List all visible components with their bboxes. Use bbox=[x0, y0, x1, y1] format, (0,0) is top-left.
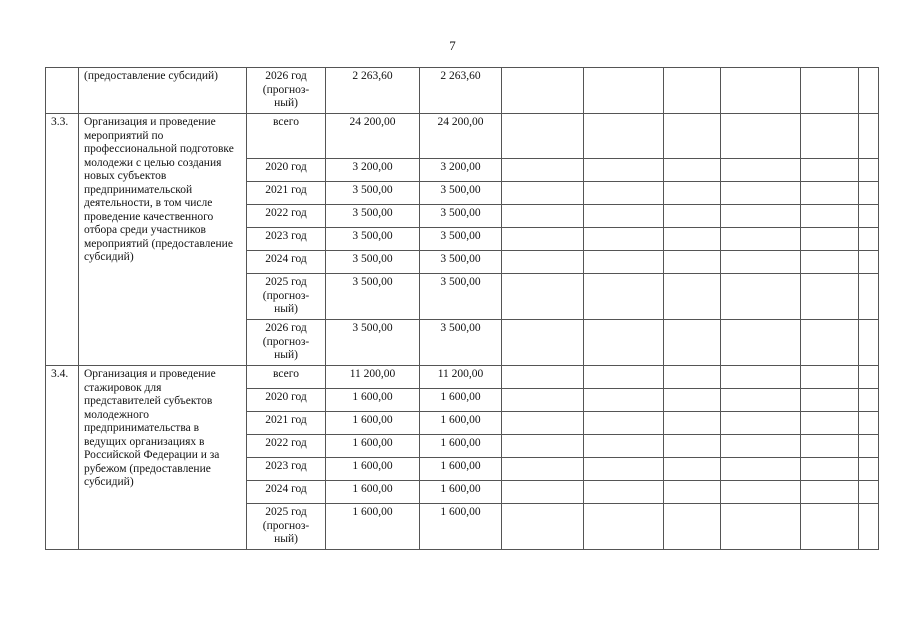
empty-cell bbox=[664, 320, 721, 366]
empty-cell bbox=[584, 481, 664, 504]
empty-cell bbox=[859, 68, 879, 114]
empty-cell bbox=[584, 274, 664, 320]
empty-cell bbox=[721, 412, 801, 435]
empty-cell bbox=[502, 435, 584, 458]
empty-cell bbox=[502, 458, 584, 481]
period-cell: 2022 год bbox=[247, 435, 326, 458]
empty-cell bbox=[859, 251, 879, 274]
empty-cell bbox=[664, 504, 721, 550]
empty-cell bbox=[721, 389, 801, 412]
empty-cell bbox=[584, 205, 664, 228]
empty-cell bbox=[859, 504, 879, 550]
amount-source-cell: 1 600,00 bbox=[420, 412, 502, 435]
empty-cell bbox=[502, 68, 584, 114]
empty-cell bbox=[664, 159, 721, 182]
amount-source-cell: 3 500,00 bbox=[420, 251, 502, 274]
empty-cell bbox=[584, 504, 664, 550]
empty-cell bbox=[721, 251, 801, 274]
empty-cell bbox=[502, 389, 584, 412]
empty-cell bbox=[859, 228, 879, 251]
amount-source-cell: 2 263,60 bbox=[420, 68, 502, 114]
period-cell: 2020 год bbox=[247, 159, 326, 182]
amount-source-cell: 1 600,00 bbox=[420, 389, 502, 412]
amount-total-cell: 3 500,00 bbox=[326, 274, 420, 320]
period-cell: 2021 год bbox=[247, 182, 326, 205]
empty-cell bbox=[664, 435, 721, 458]
period-cell: 2024 год bbox=[247, 251, 326, 274]
amount-total-cell: 11 200,00 bbox=[326, 366, 420, 389]
empty-cell bbox=[801, 182, 859, 205]
empty-cell bbox=[721, 481, 801, 504]
amount-source-cell: 1 600,00 bbox=[420, 504, 502, 550]
empty-cell bbox=[859, 320, 879, 366]
item-name: Организация и проведение стажировок для представителей субъектов молодежного предпринимательства в ведущих организациях в Российской Федерации и за рубежом (предоставление субсидий) bbox=[79, 366, 247, 550]
empty-cell bbox=[721, 274, 801, 320]
amount-total-cell: 3 500,00 bbox=[326, 228, 420, 251]
empty-cell bbox=[664, 412, 721, 435]
empty-cell bbox=[502, 228, 584, 251]
empty-cell bbox=[801, 366, 859, 389]
period-cell: 2026 год (прогноз-ный) bbox=[247, 320, 326, 366]
period-cell: 2023 год bbox=[247, 458, 326, 481]
empty-cell bbox=[801, 68, 859, 114]
amount-source-cell: 3 200,00 bbox=[420, 159, 502, 182]
empty-cell bbox=[584, 182, 664, 205]
empty-cell bbox=[801, 435, 859, 458]
period-cell: 2025 год (прогноз-ный) bbox=[247, 274, 326, 320]
empty-cell bbox=[502, 481, 584, 504]
amount-total-cell: 1 600,00 bbox=[326, 458, 420, 481]
item-name: (предоставление субсидий) bbox=[79, 68, 247, 114]
amount-total-cell: 3 500,00 bbox=[326, 182, 420, 205]
empty-cell bbox=[502, 205, 584, 228]
amount-total-cell: 3 500,00 bbox=[326, 251, 420, 274]
empty-cell bbox=[584, 389, 664, 412]
period-cell: 2025 год (прогноз-ный) bbox=[247, 504, 326, 550]
empty-cell bbox=[721, 228, 801, 251]
empty-cell bbox=[664, 205, 721, 228]
empty-cell bbox=[859, 114, 879, 159]
empty-cell bbox=[801, 228, 859, 251]
empty-cell bbox=[859, 274, 879, 320]
empty-cell bbox=[801, 205, 859, 228]
empty-cell bbox=[584, 228, 664, 251]
period-cell: 2022 год bbox=[247, 205, 326, 228]
amount-source-cell: 3 500,00 bbox=[420, 320, 502, 366]
table-row bbox=[46, 68, 879, 114]
amount-total-cell: 3 500,00 bbox=[326, 320, 420, 366]
budget-table bbox=[45, 67, 879, 550]
period-cell: 2020 год bbox=[247, 389, 326, 412]
empty-cell bbox=[664, 389, 721, 412]
empty-cell bbox=[801, 458, 859, 481]
amount-source-cell: 1 600,00 bbox=[420, 435, 502, 458]
empty-cell bbox=[721, 458, 801, 481]
table-row bbox=[46, 114, 879, 159]
empty-cell bbox=[859, 412, 879, 435]
empty-cell bbox=[502, 274, 584, 320]
amount-total-cell: 3 200,00 bbox=[326, 159, 420, 182]
empty-cell bbox=[721, 182, 801, 205]
period-cell: 2026 год (прогноз-ный) bbox=[247, 68, 326, 114]
empty-cell bbox=[859, 435, 879, 458]
empty-cell bbox=[502, 366, 584, 389]
empty-cell bbox=[859, 182, 879, 205]
empty-cell bbox=[664, 68, 721, 114]
period-cell: 2023 год bbox=[247, 228, 326, 251]
amount-total-cell: 24 200,00 bbox=[326, 114, 420, 159]
period-cell: всего bbox=[247, 366, 326, 389]
empty-cell bbox=[502, 159, 584, 182]
empty-cell bbox=[859, 389, 879, 412]
empty-cell bbox=[859, 481, 879, 504]
amount-total-cell: 1 600,00 bbox=[326, 412, 420, 435]
empty-cell bbox=[502, 412, 584, 435]
item-number: 3.3. bbox=[46, 114, 79, 366]
empty-cell bbox=[801, 320, 859, 366]
empty-cell bbox=[584, 159, 664, 182]
empty-cell bbox=[801, 412, 859, 435]
empty-cell bbox=[584, 366, 664, 389]
empty-cell bbox=[801, 389, 859, 412]
empty-cell bbox=[664, 228, 721, 251]
amount-total-cell: 1 600,00 bbox=[326, 481, 420, 504]
empty-cell bbox=[721, 366, 801, 389]
empty-cell bbox=[801, 504, 859, 550]
empty-cell bbox=[664, 182, 721, 205]
period-cell: всего bbox=[247, 114, 326, 159]
empty-cell bbox=[859, 205, 879, 228]
empty-cell bbox=[502, 320, 584, 366]
empty-cell bbox=[584, 435, 664, 458]
empty-cell bbox=[502, 504, 584, 550]
empty-cell bbox=[502, 182, 584, 205]
empty-cell bbox=[721, 159, 801, 182]
page-number: 7 bbox=[449, 38, 456, 53]
amount-source-cell: 3 500,00 bbox=[420, 205, 502, 228]
table-body bbox=[46, 68, 879, 550]
amount-total-cell: 1 600,00 bbox=[326, 504, 420, 550]
amount-source-cell: 1 600,00 bbox=[420, 481, 502, 504]
empty-cell bbox=[584, 251, 664, 274]
empty-cell bbox=[584, 458, 664, 481]
empty-cell bbox=[721, 68, 801, 114]
item-number: 3.4. bbox=[46, 366, 79, 550]
empty-cell bbox=[721, 435, 801, 458]
table-row bbox=[46, 366, 879, 389]
amount-total-cell: 3 500,00 bbox=[326, 205, 420, 228]
empty-cell bbox=[664, 274, 721, 320]
empty-cell bbox=[584, 412, 664, 435]
empty-cell bbox=[502, 114, 584, 159]
empty-cell bbox=[664, 481, 721, 504]
empty-cell bbox=[584, 68, 664, 114]
amount-source-cell: 24 200,00 bbox=[420, 114, 502, 159]
empty-cell bbox=[664, 366, 721, 389]
empty-cell bbox=[584, 114, 664, 159]
amount-source-cell: 1 600,00 bbox=[420, 458, 502, 481]
amount-source-cell: 3 500,00 bbox=[420, 228, 502, 251]
empty-cell bbox=[664, 114, 721, 159]
empty-cell bbox=[721, 320, 801, 366]
empty-cell bbox=[721, 205, 801, 228]
empty-cell bbox=[801, 114, 859, 159]
amount-total-cell: 1 600,00 bbox=[326, 389, 420, 412]
period-cell: 2021 год bbox=[247, 412, 326, 435]
item-number bbox=[46, 68, 79, 114]
amount-total-cell: 1 600,00 bbox=[326, 435, 420, 458]
empty-cell bbox=[801, 159, 859, 182]
item-name: Организация и проведение мероприятий по профессиональной подготовке молодежи с целью создания новых субъектов предпринимательской деятельности, в том числе проведение качественного отбора среди участников мероприятий (предоставление субсидий) bbox=[79, 114, 247, 366]
empty-cell bbox=[801, 274, 859, 320]
empty-cell bbox=[584, 320, 664, 366]
period-cell: 2024 год bbox=[247, 481, 326, 504]
empty-cell bbox=[859, 458, 879, 481]
empty-cell bbox=[859, 159, 879, 182]
empty-cell bbox=[664, 458, 721, 481]
amount-source-cell: 3 500,00 bbox=[420, 182, 502, 205]
empty-cell bbox=[801, 481, 859, 504]
empty-cell bbox=[721, 504, 801, 550]
empty-cell bbox=[859, 366, 879, 389]
empty-cell bbox=[721, 114, 801, 159]
amount-source-cell: 3 500,00 bbox=[420, 274, 502, 320]
empty-cell bbox=[664, 251, 721, 274]
amount-source-cell: 11 200,00 bbox=[420, 366, 502, 389]
amount-total-cell: 2 263,60 bbox=[326, 68, 420, 114]
empty-cell bbox=[801, 251, 859, 274]
empty-cell bbox=[502, 251, 584, 274]
